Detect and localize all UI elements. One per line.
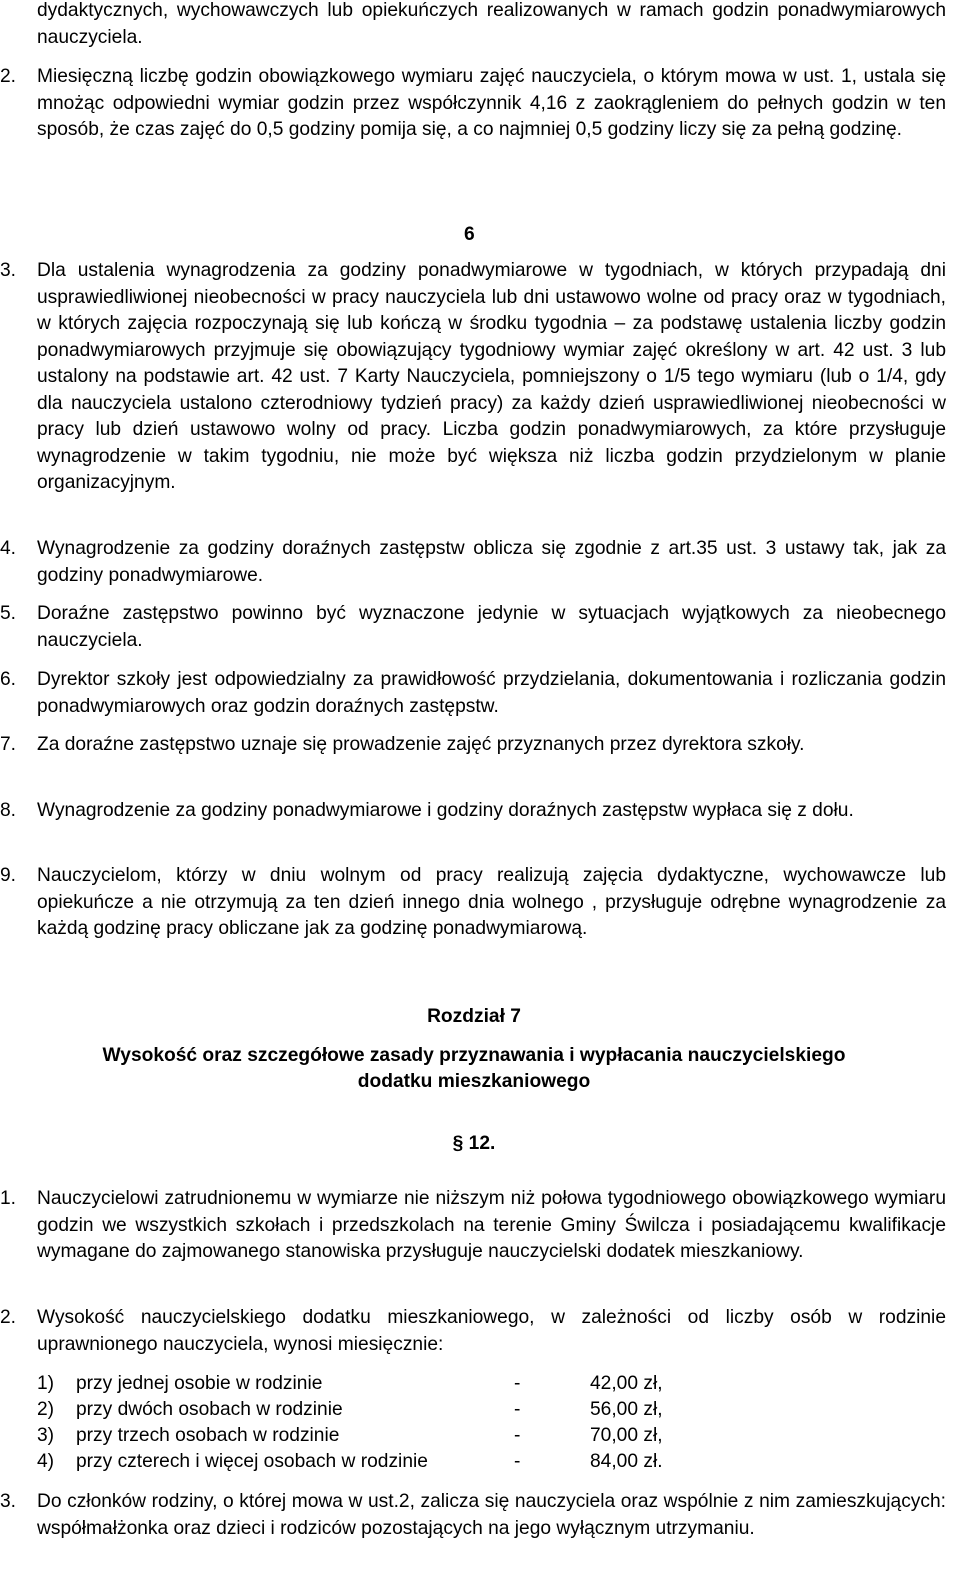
section-heading: § 12. — [452, 1133, 496, 1154]
item-text: Do członków rodziny, o której mowa w ust.2, zalicza się nauczyciela oraz wspólnie z nim zamieszkujących: współmałżonka oraz dzieci i rodziców pozostających na jego wyłącznym utrzymaniu. — [37, 1491, 946, 1539]
amount-value: 56,00 zł, — [590, 1399, 663, 1420]
item-text: Dla ustalenia wynagrodzenia za godziny ponadwymiarowe w tygodniach, w których przypadają dni usprawiedliwionej nieobecności w pracy nauczyciela lub dni ustawowo wolne od pracy oraz w tygodniach, w których zajęcia rozpoczynają się lub kończą w środku tygodnia – za podstawę ustalenia liczby godzin ponadwymiarowych przyjmuje się obowiązujący tygodniowy wymiar zajęć określony w art. 42 ust. 3 lub ustalony na podstawie art. 42 ust. 7 Karty Nauczyciela, pomniejszony o 1/5 tego wymiaru (lub o 1/4, gdy dla nauczyciela ustalono czterodniowy tydzień pracy) za każdy dzień usprawiedliwionej nieobecności w pracy lub dzień ustawowo wolny od pracy. Liczba godzin ponadwymiarowych, za które przysługuje wynagrodzenie w takim tygodniu, nie może być większa niż liczba godzin przydzielonym w planie organizacyjnym. — [37, 260, 946, 493]
item-number: 2. — [0, 1307, 17, 1328]
item-number: 6. — [0, 669, 17, 690]
item-number: 8. — [0, 800, 17, 821]
item-number: 3. — [0, 260, 17, 281]
page-number: 6 — [464, 224, 475, 245]
list-item — [0, 258, 960, 497]
amount-label: przy czterech i więcej osobach w rodzinie — [76, 1451, 428, 1472]
list-item — [0, 601, 960, 654]
amount-label: przy jednej osobie w rodzinie — [76, 1373, 323, 1394]
amount-label: przy dwóch osobach w rodzinie — [76, 1399, 343, 1420]
chapter-subtitle-line2: dodatku mieszkaniowego — [357, 1071, 591, 1092]
paragraph-continuation — [37, 0, 946, 51]
item-text: Za doraźne zastępstwo uznaje się prowadzenie zajęć przyznanych przez dyrektora szkoły. — [37, 734, 805, 755]
list-item — [0, 1186, 960, 1266]
item-text: Wynagrodzenie za godziny doraźnych zastępstw oblicza się zgodnie z art.35 ust. 3 ustawy tak, jak za godziny ponadwymiarowe. — [37, 538, 946, 586]
list-item — [0, 1489, 960, 1542]
amount-number: 4) — [37, 1451, 55, 1472]
item-text: Dyrektor szkoły jest odpowiedzialny za prawidłowość przydzielania, dokumentowania i rozliczania godzin ponadwymiarowych oraz godzin doraźnych zastępstw. — [37, 669, 946, 717]
list-item — [0, 536, 960, 589]
item-text: Wysokość nauczycielskiego dodatku mieszkaniowego, w zależności od liczby osób w rodzinie uprawnionego nauczyciela, wynosi miesięcznie: — [37, 1307, 946, 1355]
list-item — [0, 732, 960, 759]
item-number: 3. — [0, 1491, 17, 1512]
item-number: 7. — [0, 734, 17, 755]
list-item — [0, 667, 960, 720]
amount-value: 42,00 zł, — [590, 1373, 663, 1394]
amount-value: 70,00 zł, — [590, 1425, 663, 1446]
item-text: Nauczycielom, którzy w dniu wolnym od pracy realizują zajęcia dydaktyczne, wychowawcze lub opiekuńcze a nie otrzymują za ten dzień innego dnia wolnego , przysługuje odrębne wynagrodzenie za każdą godzinę pracy obliczane jak za godzinę ponadwymiarową. — [37, 865, 946, 939]
amount-number: 3) — [37, 1425, 55, 1446]
list-item — [0, 798, 960, 825]
item-number: 1. — [0, 1188, 17, 1209]
amount-dash: - — [514, 1399, 521, 1420]
amount-dash: - — [514, 1425, 521, 1446]
amount-number: 1) — [37, 1373, 55, 1394]
item-text: Doraźne zastępstwo powinno być wyznaczone jedynie w sytuacjach wyjątkowych za nieobecnego nauczyciela. — [37, 603, 946, 651]
amount-dash: - — [514, 1373, 521, 1394]
item-number: 4. — [0, 538, 17, 559]
item-text: Miesięczną liczbę godzin obowiązkowego wymiaru zajęć nauczyciela, o którym mowa w ust. 1, ustala się mnożąc odpowiedni wymiar godzin przez współczynnik 4,16 z zaokrągleniem do pełnych godzin w ten sposób, że czas zajęć do 0,5 godziny pomija się, a co najmniej 0,5 godziny liczy się za pełną godzinę. — [37, 66, 946, 140]
amount-value: 84,00 zł. — [590, 1451, 663, 1472]
list-item — [0, 863, 960, 943]
item-text: Nauczycielowi zatrudnionemu w wymiarze nie niższym niż połowa tygodniowego obowiązkowego wymiaru godzin we wszystkich szkołach i przedszkolach na terenie Gminy Świlcza i posiadającemu kwalifikacje wymagane do zajmowanego stanowiska przysługuje nauczycielski dodatek mieszkaniowy. — [37, 1188, 946, 1262]
item-text: Wynagrodzenie za godziny ponadwymiarowe i godziny doraźnych zastępstw wypłaca się z dołu. — [37, 800, 854, 821]
list-item — [0, 64, 960, 144]
amount-number: 2) — [37, 1399, 55, 1420]
item-number: 9. — [0, 865, 17, 886]
chapter-title: Rozdział 7 — [427, 1006, 521, 1027]
amount-dash: - — [514, 1451, 521, 1472]
list-item — [0, 1305, 960, 1358]
chapter-subtitle-line1: Wysokość oraz szczegółowe zasady przyznawania i wypłacania nauczycielskiego — [102, 1045, 846, 1066]
item-number: 2. — [0, 66, 17, 87]
amount-label: przy trzech osobach w rodzinie — [76, 1425, 340, 1446]
item-number: 5. — [0, 603, 17, 624]
continuation-text: dydaktycznych, wychowawczych lub opiekuńczych realizowanych w ramach godzin ponadwymiarowych nauczyciela. — [37, 0, 946, 48]
